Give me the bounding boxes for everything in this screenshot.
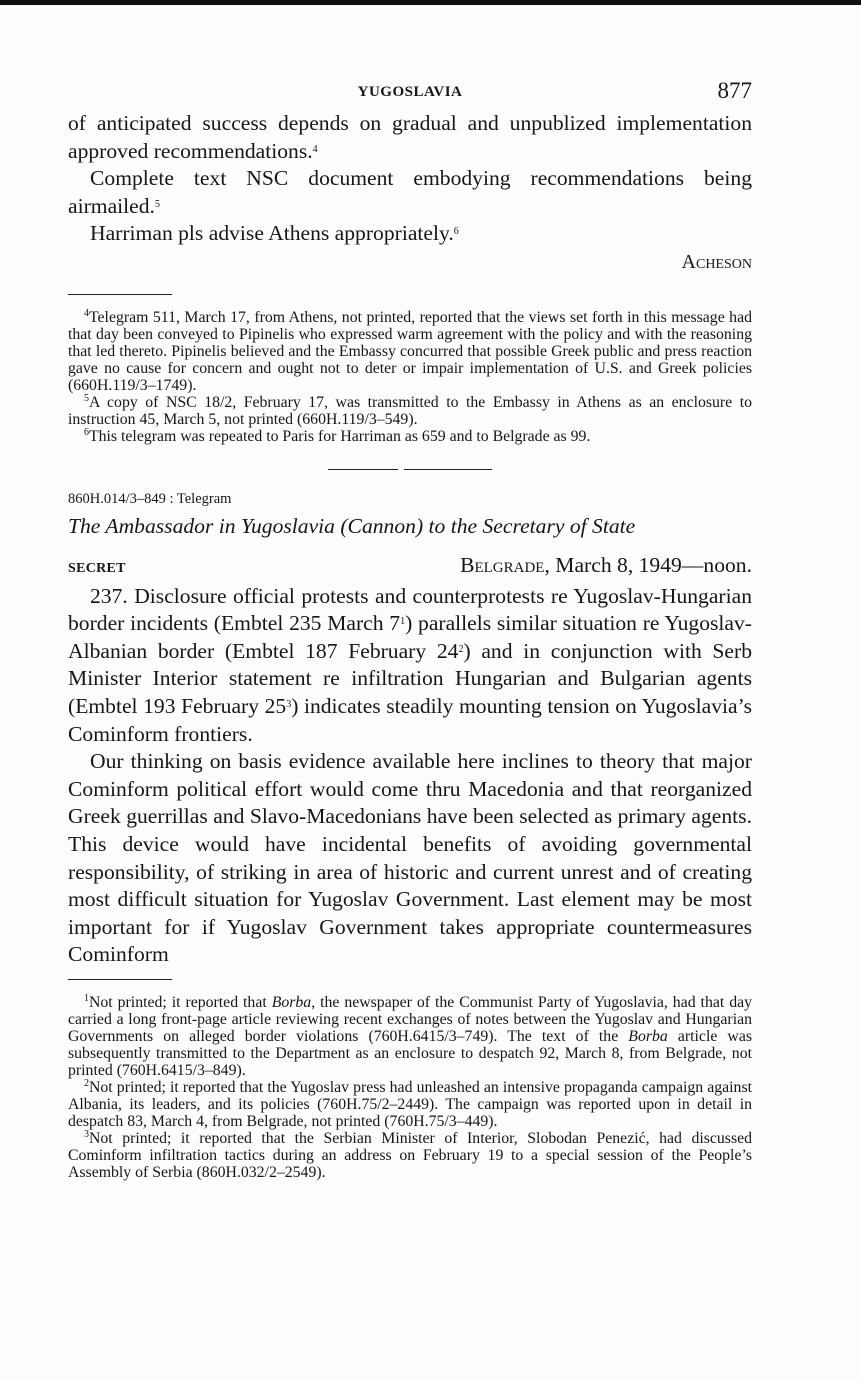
footnote: $^4$Telegram 511, March 17, from Athens, not printed, reported that the views set forth in this message had that day been conveyed to Pipinelis who expressed warm agreement with the policy and with the reasoning that led thereto. Pipinelis believed and the Embassy concurred that possible Greek public and press reaction gave no cause for concern and ought not to deter or impair implementation of U.S. and Greek policies (660H.119/3–1749). bbox=[68, 307, 752, 394]
paragraph: of anticipated success depends on gradual and unpublized implementation approved recommendations.$^4$ bbox=[68, 111, 752, 163]
paragraph: 237. Disclosure official protests and counterprotests re Yugoslav-Hungarian border incidents (Embtel 235 March $7^1$) parallels similar situation re Yugoslav-Albanian border (Embtel 187 February $24^2$) and in conjunction with Serb Minister Interior statement re infiltration Hungarian and Bulgarian agents (Embtel 193 February $25^3$) indicates steadily mounting tension on Yugoslavia’s Cominform frontiers. bbox=[68, 583, 753, 746]
page bbox=[68, 78, 752, 1181]
document-separator bbox=[68, 469, 752, 470]
footnote: $^3$Not printed; it reported that the Serbian Minister of Interior, Slobodan Penezić, had discussed Cominform infiltration tactics during an address on February 19 to a special session of the People’s Assembly of Serbia (860H.032/2–2549). bbox=[68, 1128, 752, 1181]
classification: SECRET bbox=[68, 560, 126, 576]
paragraph: Our thinking on basis evidence available here inclines to theory that major Cominform political effort would come thru Macedonia and that reorganized Greek guerrillas and Slavo-Macedonians have been selected as primary agents. This device would have incidental benefits of avoiding governmental responsibility, of striking in area of historic and current unrest and of creating most difficult situation for Yugoslav Government. Last element may be most important for if Yugoslav Government takes appropriate countermeasures Cominform bbox=[68, 749, 752, 967]
footnote-ref: 6 bbox=[453, 226, 459, 238]
preceding-document-text bbox=[68, 110, 752, 248]
footnote-rule bbox=[68, 979, 172, 980]
footnote: $^5$A copy of NSC 18/2, February 17, was transmitted to the Embassy in Athens as an enclosure to instruction 45, March 5, not printed (660H.119/3–549). bbox=[68, 392, 752, 428]
place-date: Belgrade, March 8, 1949—noon. bbox=[460, 552, 752, 577]
signature: Acheson bbox=[681, 250, 752, 273]
dateline bbox=[68, 552, 752, 583]
footnote-ref: 4 bbox=[312, 143, 318, 155]
footnote-ref: 5 bbox=[154, 198, 160, 210]
document-body bbox=[68, 583, 752, 969]
footnote-rule bbox=[68, 294, 172, 295]
page-number: 877 bbox=[717, 78, 752, 103]
running-head: YUGOSLAVIA bbox=[357, 84, 463, 100]
file-reference: 860H.014/3–849 : Telegram bbox=[68, 490, 232, 507]
footnote: $^6$This telegram was repeated to Paris for Harriman as 659 and to Belgrade as 99. bbox=[84, 426, 591, 445]
footnote: $^1$Not printed; it reported that Borba, the newspaper of the Communist Party of Yugoslavia, had that day carried a long front-page article reviewing recent exchanges of notes between the Yugoslav and Hungarian Governments on alleged border violations (760H.6415/3–749). The text of the Borba article was subsequently transmitted to the Department as an enclosure to despatch 92, March 8, from Belgrade, not printed (760H.6415/3–849). bbox=[68, 992, 753, 1079]
document-title: The Ambassador in Yugoslavia (Cannon) to the Secretary of State bbox=[68, 513, 636, 538]
paragraph: Harriman pls advise Athens appropriately.$^6$ bbox=[90, 221, 459, 246]
footnotes-top bbox=[68, 309, 752, 445]
footnote: $^2$Not printed; it reported that the Yugoslav press had unleashed an intensive propaganda campaign against Albania, its leaders, and its policies (760H.75/2–2449). The campaign was reported upon in detail in despatch 83, March 4, from Belgrade, not printed (760H.75/3–449). bbox=[68, 1077, 752, 1130]
footnotes-bottom bbox=[68, 994, 752, 1181]
page-header bbox=[68, 78, 752, 110]
paragraph: Complete text NSC document embodying recommendations being airmailed.$^5$ bbox=[68, 166, 752, 218]
scan-edge bbox=[0, 0, 861, 5]
